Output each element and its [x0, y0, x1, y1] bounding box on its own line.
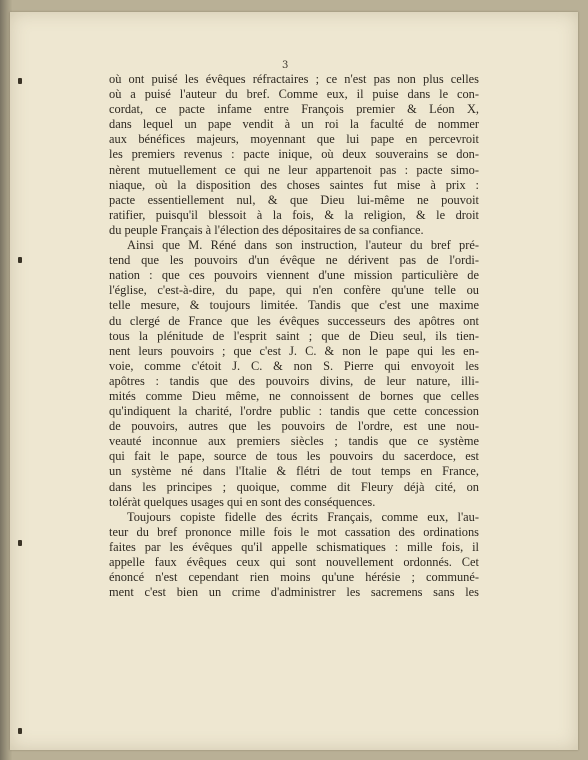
- text-line: un système né dans l'Italie & flétri de tout temps en France,: [109, 464, 479, 479]
- text-line: ment c'est bien un crime d'administrer les sacremens sans les: [109, 585, 479, 600]
- text-line: faites par les évêques qu'il appelle schismatiques : mille fois, il: [109, 539, 479, 554]
- text-line: appelle faux évêques ceux qui sont nouvellement ordonnés. Cet: [109, 555, 479, 569]
- page-number: 3: [282, 60, 289, 71]
- text-line: qu'indiquent la charité, l'ordre public : tandis que cette concession: [109, 404, 479, 419]
- text-line: voie, comme c'étoit J. C. & non S. Pierre qui envoyoit les: [109, 358, 479, 373]
- text-line: aux bénéfices majeurs, moyennant que lui pape en percevroit: [109, 132, 479, 147]
- binding-hole-mark: [18, 728, 22, 734]
- text-line: Toujours copiste fidelle des écrits Français, comme eux, l'au-: [127, 509, 479, 524]
- text-line: l'église, c'est-à-dire, du pape, qui n'en confère qu'une telle ou: [109, 283, 479, 298]
- text-line: ratifier, puisqu'il blessoit à la fois, & la religion, & le droit: [109, 207, 479, 222]
- text-line: teur du bref prononce mille fois le mot cassation des ordinations: [109, 524, 479, 539]
- text-line: où a puisé l'auteur du bref. Comme eux, il puise dans le con-: [109, 87, 479, 102]
- text-line: nation : que ces pouvoirs viennent d'une mission particulière de: [109, 268, 479, 283]
- text-line: de pouvoirs, autres que les pouvoirs de l'ordre, est une nou-: [109, 419, 479, 434]
- text-line: dans lequel un pape vendit à un roi la faculté de nommer: [109, 117, 479, 132]
- text-line: pacte essentiellement nul, & que Dieu lui-même ne pouvoit: [109, 192, 479, 207]
- text-line: toléràt quelques usages qui en sont des conséquences.: [109, 494, 376, 509]
- text-line: mités comme Dieu même, ne connoissent de bornes que celles: [109, 388, 479, 403]
- text-line: nent leurs pouvoirs ; que c'est J. C. & non le pape qui les en-: [109, 343, 479, 358]
- text-line: qui fait le pape, source de tous les pouvoirs du sacerdoce, est: [109, 449, 479, 464]
- body-text: [109, 72, 479, 600]
- text-line: apôtres : tandis que des pouvoirs divins, de leur nature, illi-: [109, 373, 479, 388]
- text-line: Ainsi que M. Réné dans son instruction, l'auteur du bref pré-: [127, 238, 479, 253]
- text-line: du clergé de France que les évêques successeurs des apôtres ont: [109, 313, 479, 328]
- binding-hole-mark: [18, 540, 22, 546]
- text-line: tend que les pouvoirs d'un évêque ne dérivent pas de l'ordi-: [109, 253, 479, 268]
- document-page: [10, 12, 578, 750]
- text-line: tous la plénitude de l'esprit saint ; que de Dieu seul, ils tien-: [109, 328, 479, 343]
- text-line: veauté inconnue aux premiers siècles ; tandis que ce système: [109, 434, 479, 449]
- text-line: niaque, où la disposition des choses saintes fut mise à prix :: [109, 177, 479, 192]
- text-line: du peuple Français à l'élection des dépositaires de sa confiance.: [109, 222, 424, 237]
- binding-hole-mark: [18, 78, 22, 84]
- text-line: nèrent mutuellement ce qui ne leur appartenoit pas : pacte simo-: [109, 162, 479, 177]
- text-line: où ont puisé les évêques réfractaires ; ce n'est pas non plus celles: [109, 72, 479, 86]
- text-line: cordat, ce pacte infame entre François premier & Léon X,: [109, 102, 479, 117]
- text-line: telle mesure, & toujours limitée. Tandis que c'est une maxime: [109, 298, 479, 313]
- text-line: énoncé n'est cependant rien moins qu'une hérésie ; communé-: [109, 570, 479, 585]
- text-line: les premiers revenus : pacte inique, où deux souverains se don-: [109, 147, 479, 162]
- binding-hole-mark: [18, 257, 22, 263]
- text-line: dans les principes ; quoique, comme dit Fleury déjà cité, on: [109, 479, 479, 494]
